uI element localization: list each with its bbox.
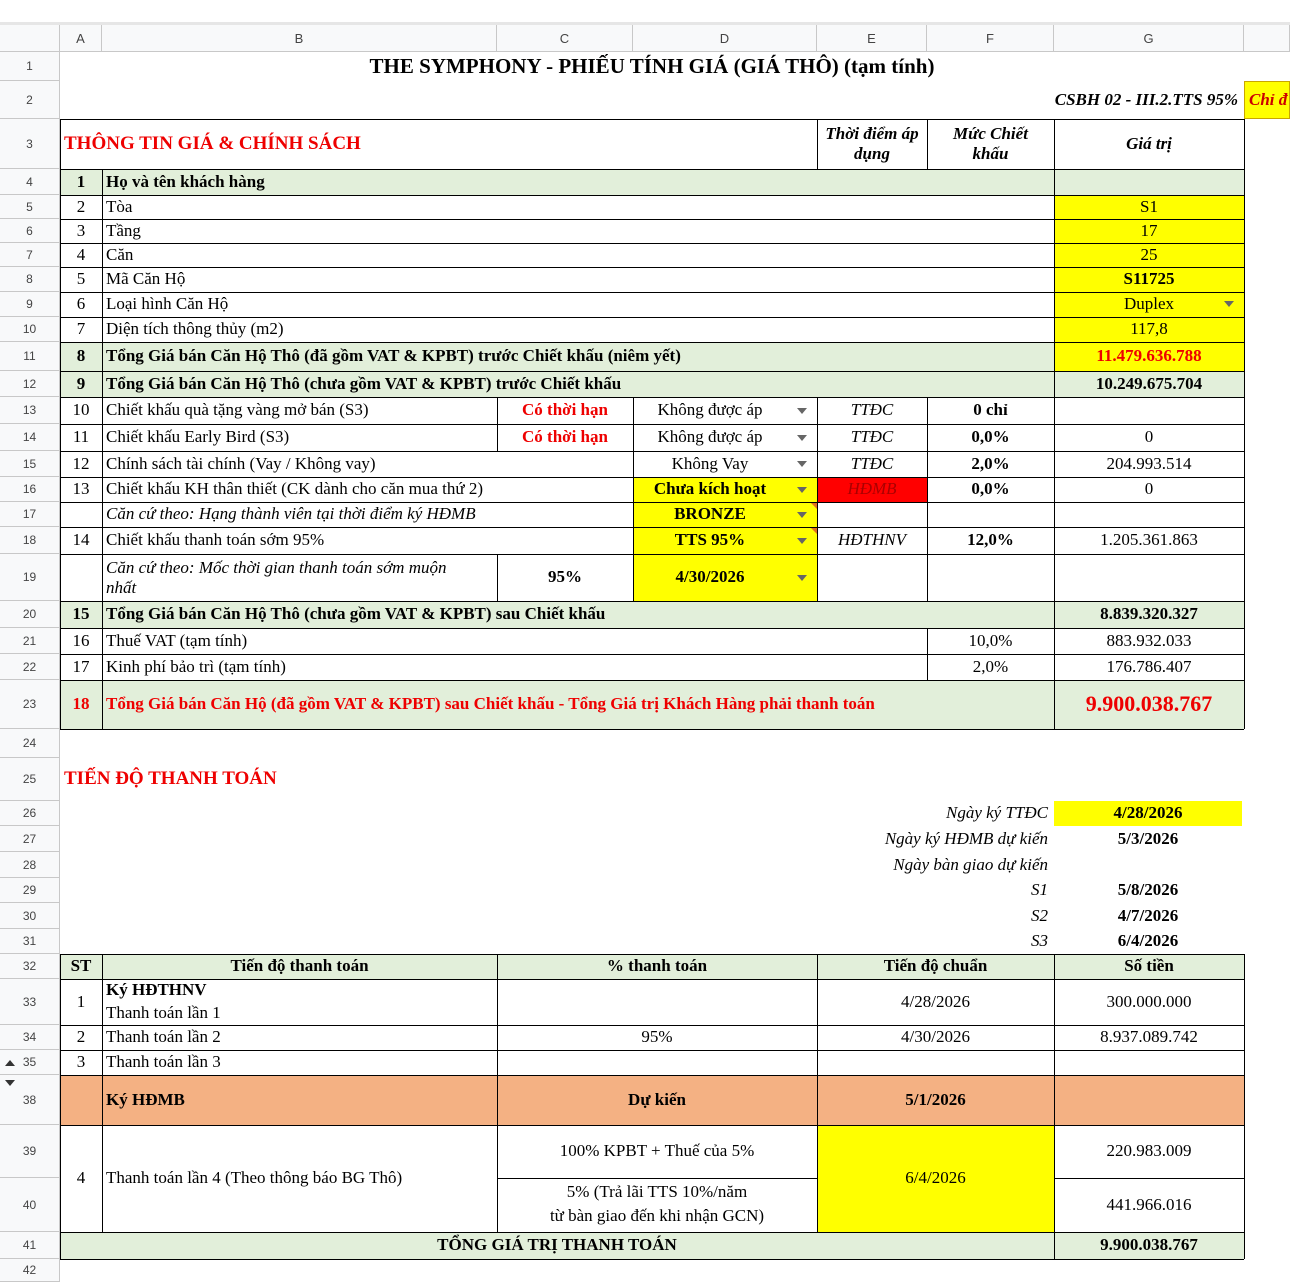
payment-pct: 100% KPBT + Thuế của 5% xyxy=(559,1141,755,1161)
payment-date xyxy=(817,1050,1054,1075)
row-header[interactable]: 14 xyxy=(0,424,60,451)
row-no: 4 xyxy=(76,244,86,264)
payment-pct-line: 5% (Trả lãi TTS 10%/năm xyxy=(566,1182,748,1202)
row-no: 17 xyxy=(72,656,90,676)
discount-rate: 2,0% xyxy=(971,453,1010,473)
grid-line xyxy=(497,397,498,451)
s3-date-value: 6/4/2026 xyxy=(1117,931,1179,951)
discount-value xyxy=(1054,397,1244,424)
row-no: 1 xyxy=(76,171,86,191)
row-label: Loại hình Căn Hộ xyxy=(106,294,229,314)
row-header[interactable]: 30 xyxy=(0,903,60,929)
grid-line xyxy=(1054,119,1055,729)
column-header-f[interactable]: F xyxy=(927,25,1054,52)
row-label: Diện tích thông thủy (m2) xyxy=(106,319,284,339)
row-header[interactable]: 16 xyxy=(0,477,60,502)
date-label: Ngày ký HĐMB dự kiến xyxy=(884,828,1048,848)
area-value[interactable]: 117,8 xyxy=(1054,317,1244,342)
grid-line xyxy=(60,317,1244,318)
row-header[interactable]: 39 xyxy=(0,1125,60,1178)
grid-line xyxy=(60,1232,1244,1233)
loan-policy-dropdown[interactable]: Không Vay xyxy=(633,451,817,477)
payment-st: 1 xyxy=(76,991,86,1011)
header-standard: Tiến độ chuẩn xyxy=(883,956,988,976)
unit-value[interactable]: 25 xyxy=(1054,243,1244,267)
maintenance-value: 176.786.407 xyxy=(1106,656,1192,676)
grid-line xyxy=(60,654,1244,655)
grid-line xyxy=(1244,119,1245,729)
select-all-corner[interactable] xyxy=(0,25,60,52)
row-header[interactable]: 1 xyxy=(0,52,60,81)
policy-note: Chỉ đ xyxy=(1244,81,1290,119)
row-no: 13 xyxy=(72,479,90,499)
row-header[interactable]: 42 xyxy=(0,1259,60,1282)
total-payable-value: 9.900.038.767 xyxy=(1085,691,1213,717)
date-label: S2 xyxy=(1031,905,1048,925)
row-header[interactable]: 13 xyxy=(0,397,60,424)
grid-line xyxy=(60,1075,1244,1076)
grid-line xyxy=(497,1178,817,1179)
grid-line xyxy=(60,680,1244,681)
column-header-b[interactable]: B xyxy=(102,25,497,52)
row-header[interactable]: 22 xyxy=(0,654,60,680)
row-no: 10 xyxy=(72,400,90,420)
payment-1-sub: Thanh toán lần 1 xyxy=(106,1003,221,1023)
row-header[interactable]: 6 xyxy=(0,219,60,243)
s2-date-value: 4/7/2026 xyxy=(1117,905,1179,925)
row-header[interactable]: 27 xyxy=(0,826,60,852)
col-header-time: Thời điểm áp dụng xyxy=(825,123,919,163)
payment-pct: 95% xyxy=(641,1027,673,1047)
payment-st: 4 xyxy=(76,1168,86,1188)
row-header[interactable]: 25 xyxy=(0,758,60,801)
grid-line xyxy=(60,628,1244,629)
row-header[interactable]: 32 xyxy=(0,954,60,979)
grid-line xyxy=(60,397,1244,398)
policy-code: CSBH 02 - III.2.TTS 95% xyxy=(1054,89,1238,109)
time-limit-label: Có thời hạn xyxy=(522,427,608,447)
grid-line xyxy=(633,397,634,601)
payment-amount xyxy=(1054,1050,1244,1075)
grid-line xyxy=(102,954,103,1232)
row-label: Kinh phí bảo trì (tạm tính) xyxy=(106,656,286,676)
row-header[interactable]: 15 xyxy=(0,451,60,477)
grid-line xyxy=(60,371,1244,372)
grid-line xyxy=(60,119,1244,120)
row-header[interactable]: 19 xyxy=(0,554,60,601)
payment-st: 3 xyxy=(76,1052,86,1072)
row-label: Chiết khấu thanh toán sớm 95% xyxy=(106,530,325,550)
payment-st: 2 xyxy=(76,1027,86,1047)
list-price-value[interactable]: 11.479.636.788 xyxy=(1054,342,1244,371)
grid-line xyxy=(817,119,818,169)
row-label: Tổng Giá bán Căn Hộ (đã gồm VAT & KPBT) sau Chiết khấu - Tổng Giá trị Khách Hàng phải thanh toán xyxy=(106,694,875,714)
row-label: Tòa xyxy=(106,196,133,216)
column-header-e[interactable]: E xyxy=(817,25,927,52)
row-label: Căn xyxy=(106,244,134,264)
date-label: Ngày bàn giao dự kiến xyxy=(893,854,1048,874)
payment-title: Thanh toán lần 2 xyxy=(106,1027,221,1047)
row-header[interactable]: 23 xyxy=(0,680,60,729)
row-no: 12 xyxy=(72,453,90,473)
grid-line xyxy=(927,397,928,601)
row-header[interactable]: 24 xyxy=(0,729,60,758)
row-header[interactable]: 29 xyxy=(0,878,60,903)
payment-date: 4/30/2026 xyxy=(901,1027,970,1047)
header-amount: Số tiền xyxy=(1124,956,1174,976)
row-header[interactable]: 11 xyxy=(0,342,60,371)
row-header[interactable]: 4 xyxy=(0,169,60,195)
grid-line xyxy=(60,267,1244,268)
maintenance-rate: 2,0% xyxy=(972,656,1009,676)
row-no: 15 xyxy=(72,604,90,624)
vat-value: 883.932.033 xyxy=(1106,630,1192,650)
date-label: S3 xyxy=(1031,931,1048,951)
grid-line xyxy=(60,169,1244,170)
row-label: Chiết khấu Early Bird (S3) xyxy=(106,427,290,447)
early-payment-dropdown[interactable]: TTS 95% xyxy=(633,527,817,554)
column-header-d[interactable]: D xyxy=(633,25,817,52)
price-after-discount-value: 8.839.320.327 xyxy=(1100,604,1198,624)
payment-amount: 8.937.089.742 xyxy=(1100,1027,1198,1047)
grid-line xyxy=(60,219,1244,220)
payment-date: 4/28/2026 xyxy=(901,991,970,1011)
grid-line xyxy=(60,477,1244,478)
grid-line xyxy=(60,1259,1244,1260)
col-header-value: Giá trị xyxy=(1126,133,1172,153)
time-limit-label: Có thời hạn xyxy=(522,400,608,420)
grid-line xyxy=(60,954,1244,955)
row-no: 11 xyxy=(72,427,90,447)
comment-marker-icon[interactable] xyxy=(810,527,817,534)
early-payment-deadline-dropdown[interactable]: 4/30/2026 xyxy=(633,554,817,601)
hdmb-title: Ký HĐMB xyxy=(106,1089,185,1109)
toolbar-strip xyxy=(0,0,1290,25)
row-header[interactable]: 33 xyxy=(0,979,60,1025)
payment-title: Thanh toán lần 3 xyxy=(106,1052,221,1072)
row-label: Căn cứ theo: Hạng thành viên tại thời điểm ký HĐMB xyxy=(106,504,476,524)
grid-line xyxy=(60,243,1244,244)
early-payment-pct: 95% xyxy=(548,567,582,587)
row-no: 6 xyxy=(76,294,86,314)
payment-amount: 300.000.000 xyxy=(1106,991,1192,1011)
row-header[interactable]: 8 xyxy=(0,267,60,292)
discount-rate: 0 chỉ xyxy=(973,400,1008,420)
apply-time: TTĐC xyxy=(850,427,894,447)
row-header[interactable]: 21 xyxy=(0,628,60,654)
grid-line xyxy=(60,424,1244,425)
grid-line xyxy=(60,119,61,729)
grid-line xyxy=(817,397,818,601)
row-no: 2 xyxy=(76,196,86,216)
s1-date-value: 5/8/2026 xyxy=(1117,880,1179,900)
column-header-g[interactable]: G xyxy=(1054,25,1244,52)
row-header[interactable]: 2 xyxy=(0,81,60,119)
row-header[interactable]: 34 xyxy=(0,1025,60,1050)
row-no: 9 xyxy=(76,373,86,393)
row-header[interactable]: 41 xyxy=(0,1232,60,1259)
row-header[interactable]: 10 xyxy=(0,317,60,342)
column-header-a[interactable]: A xyxy=(60,25,102,52)
row-label: Chính sách tài chính (Vay / Không vay) xyxy=(106,453,376,473)
payment-pct-line: từ bàn giao đến khi nhận GCN) xyxy=(549,1206,765,1226)
grid-line xyxy=(60,342,1244,343)
column-header-h[interactable] xyxy=(1244,25,1290,52)
discount-value: 0 xyxy=(1144,479,1154,499)
payment-amount: 441.966.016 xyxy=(1106,1194,1192,1214)
row-label: Họ và tên khách hàng xyxy=(106,171,265,191)
grid-line xyxy=(60,601,1244,602)
hdmb-date-value: 5/3/2026 xyxy=(1117,828,1179,848)
grid-line xyxy=(927,628,928,680)
vat-rate: 10,0% xyxy=(968,630,1013,650)
row-label: Mã Căn Hộ xyxy=(106,269,186,289)
row-label: Tổng Giá bán Căn Hộ Thô (chưa gồm VAT & KPBT) sau Chiết khấu xyxy=(106,604,606,624)
row-label: Chiết khấu KH thân thiết (CK dành cho căn mua thứ 2) xyxy=(106,479,483,499)
row-no: 7 xyxy=(76,319,86,339)
row-label: Căn cứ theo: Mốc thời gian thanh toán sớm muộn nhất xyxy=(106,557,447,597)
apply-time: HĐTHNV xyxy=(837,530,906,550)
total-value: 9.900.038.767 xyxy=(1100,1235,1198,1255)
grid-line xyxy=(817,954,818,1232)
row-no: 18 xyxy=(72,694,90,714)
grid-line xyxy=(60,1050,1244,1051)
row-no: 5 xyxy=(76,269,86,289)
apply-time: TTĐC xyxy=(850,400,894,420)
date-label: Ngày ký TTĐC xyxy=(946,803,1048,823)
column-header-c[interactable]: C xyxy=(497,25,633,52)
row-no: 8 xyxy=(76,346,86,366)
grid-line xyxy=(1244,954,1245,1259)
discount-rate: 0,0% xyxy=(971,479,1010,499)
loyalty-dropdown[interactable]: Chưa kích hoạt xyxy=(633,477,817,502)
apartment-code-value[interactable]: S11725 xyxy=(1054,267,1244,292)
schedule-heading: TIẾN ĐỘ THANH TOÁN xyxy=(64,768,277,790)
payment-amount: 220.983.009 xyxy=(1106,1141,1192,1161)
sheet-title: THE SYMPHONY - PHIẾU TÍNH GIÁ (GIÁ THÔ) (tạm tính) xyxy=(369,53,935,78)
grid-line xyxy=(497,954,498,1232)
discount-value: 1.205.361.863 xyxy=(1100,530,1198,550)
collapse-down-icon[interactable] xyxy=(5,1080,15,1086)
grid-line xyxy=(102,169,103,729)
payment-1-title: Ký HĐTHNV xyxy=(106,980,207,1000)
header-st: ST xyxy=(70,956,92,976)
row-header[interactable]: 3 xyxy=(0,119,60,169)
row-label: Tầng xyxy=(106,220,141,240)
row-header[interactable]: 9 xyxy=(0,292,60,317)
row-header[interactable]: 18 xyxy=(0,527,60,554)
row-header[interactable]: 12 xyxy=(0,371,60,397)
grid-line xyxy=(60,1125,1244,1126)
grid-line xyxy=(60,1025,1244,1026)
grid-line xyxy=(497,554,498,601)
grid-line xyxy=(927,119,928,169)
apply-time: TTĐC xyxy=(850,453,894,473)
row-label: Tổng Giá bán Căn Hộ Thô (chưa gồm VAT & KPBT) trước Chiết khấu xyxy=(106,373,622,393)
comment-marker-icon[interactable] xyxy=(810,502,817,509)
handover-date-value xyxy=(1054,852,1242,878)
payment-title: Thanh toán lần 4 (Theo thông báo BG Thô) xyxy=(106,1168,403,1188)
row-header[interactable]: 7 xyxy=(0,243,60,267)
gold-discount-dropdown[interactable]: Không được áp xyxy=(633,397,817,424)
hdmb-date: 5/1/2026 xyxy=(905,1089,966,1109)
apply-time: HĐMB xyxy=(817,477,927,502)
handover-date-cell[interactable]: 6/4/2026 xyxy=(817,1125,1054,1232)
expand-up-icon[interactable] xyxy=(5,1060,15,1066)
row-header[interactable]: 31 xyxy=(0,929,60,954)
payment-pct xyxy=(497,1050,817,1075)
row-header[interactable]: 26 xyxy=(0,801,60,826)
row-header[interactable]: 35 xyxy=(0,1050,60,1075)
price-excl-vat-value: 10.249.675.704 xyxy=(1095,373,1203,393)
discount-rate: 12,0% xyxy=(967,530,1014,550)
grid-line xyxy=(60,979,1244,980)
customer-name-value[interactable] xyxy=(1054,169,1244,195)
date-label: S1 xyxy=(1031,880,1048,900)
discount-rate: 0,0% xyxy=(971,427,1010,447)
grid-line xyxy=(1054,954,1055,1259)
grid-line xyxy=(60,954,61,1259)
row-header[interactable]: 5 xyxy=(0,195,60,219)
dropdown-arrow-icon[interactable] xyxy=(1224,301,1234,307)
row-label: Chiết khấu quà tặng vàng mở bán (S3) xyxy=(106,400,369,420)
col-header-rate: Mức Chiết khấu xyxy=(953,123,1028,163)
row-no: 14 xyxy=(72,530,90,550)
ttdc-date-value[interactable]: 4/28/2026 xyxy=(1054,801,1242,826)
grid-line xyxy=(60,502,1244,503)
grid-line xyxy=(60,292,1244,293)
member-tier-dropdown[interactable]: BRONZE xyxy=(633,502,817,527)
total-label: TỔNG GIÁ TRỊ THANH TOÁN xyxy=(437,1235,677,1255)
discount-value: 204.993.514 xyxy=(1106,453,1192,473)
grid-line xyxy=(60,527,1244,528)
payment-pct xyxy=(497,979,817,1025)
row-header[interactable]: 20 xyxy=(0,601,60,628)
grid-line xyxy=(60,554,1244,555)
header-pct: % thanh toán xyxy=(606,956,708,976)
row-header[interactable]: 38 xyxy=(0,1075,60,1125)
row-header[interactable]: 28 xyxy=(0,852,60,878)
hdmb-pct: Dự kiến xyxy=(628,1089,686,1109)
apartment-type-dropdown[interactable]: Duplex xyxy=(1054,292,1244,317)
discount-value: 0 xyxy=(1144,427,1154,447)
grid-line xyxy=(60,729,1244,730)
tower-value[interactable]: S1 xyxy=(1054,195,1244,219)
early-bird-dropdown[interactable]: Không được áp xyxy=(633,424,817,451)
price-section-heading: THÔNG TIN GIÁ & CHÍNH SÁCH xyxy=(64,132,361,154)
row-no: 3 xyxy=(76,220,86,240)
header-progress: Tiến độ thanh toán xyxy=(230,956,369,976)
floor-value[interactable]: 17 xyxy=(1054,219,1244,243)
grid-line xyxy=(1054,1178,1244,1179)
row-label: Tổng Giá bán Căn Hộ Thô (đã gồm VAT & KPBT) trước Chiết khấu (niêm yết) xyxy=(106,346,681,366)
grid-line xyxy=(60,195,1244,196)
row-header[interactable]: 40 xyxy=(0,1178,60,1232)
row-no: 16 xyxy=(72,630,90,650)
grid-line xyxy=(60,451,1244,452)
row-label: Thuế VAT (tạm tính) xyxy=(106,630,248,650)
row-header[interactable]: 17 xyxy=(0,502,60,527)
